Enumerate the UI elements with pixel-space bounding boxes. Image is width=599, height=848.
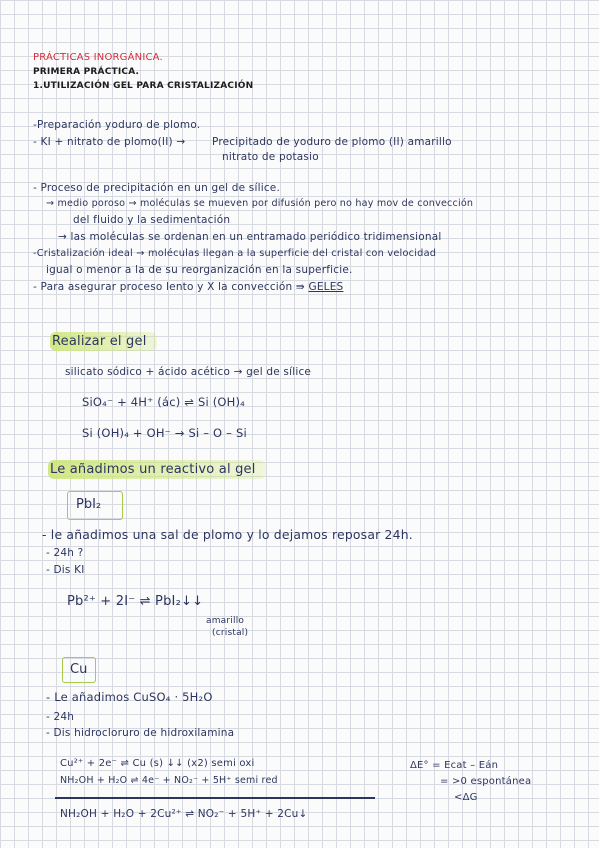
prep-line-2: - KI + nitrato de plomo(II) → bbox=[33, 136, 186, 148]
reactivo-line-2: - 24h ? bbox=[46, 547, 84, 559]
reactivo-heading bbox=[48, 462, 266, 477]
proceso-line-2: → medio poroso → moléculas se mueven por difusión pero no hay mov de convección bbox=[46, 198, 474, 209]
cobre-side-1: ΔE° = Ecat – Eán bbox=[410, 760, 499, 771]
pbi2-label: PbI₂ bbox=[76, 497, 102, 512]
reactivo-heading-text: Le añadimos un reactivo al gel bbox=[48, 460, 266, 479]
geles-keyword: GELES bbox=[308, 281, 344, 293]
cu-box bbox=[62, 657, 96, 683]
gel-equation-1: SiO₄⁻ + 4H⁺ (ác) ⇌ Si (OH)₄ bbox=[82, 395, 245, 409]
pbi2-box bbox=[67, 491, 123, 520]
proceso-line-4: → las moléculas se ordenan en un entramado periódico tridimensional bbox=[58, 231, 442, 243]
gel-heading-text: Realizar el gel bbox=[50, 332, 157, 351]
prep-product-2: nitrato de potasio bbox=[222, 151, 319, 163]
page-title: PRÁCTICAS INORGÁNICA. bbox=[33, 52, 163, 63]
reactivo-line-3: - Dis KI bbox=[46, 564, 85, 576]
proceso-line-5: -Cristalización ideal → moléculas llegan a la superficie del cristal con velocidad bbox=[33, 248, 437, 259]
reactivo-equation: Pb²⁺ + 2I⁻ ⇌ PbI₂↓↓ bbox=[67, 594, 204, 609]
proceso-line-6: igual o menor a la de su reorganización en la superficie. bbox=[46, 264, 353, 276]
prep-product-1: Precipitado de yoduro de plomo (II) amarillo bbox=[212, 136, 452, 148]
cobre-line-1: - Le añadimos CuSO₄ · 5H₂O bbox=[46, 690, 213, 704]
proceso-line-3: del fluido y la sedimentación bbox=[73, 214, 231, 226]
prep-line-1: -Preparación yoduro de plomo. bbox=[33, 119, 201, 131]
cobre-equation-3: NH₂OH + H₂O + 2Cu²⁺ ⇌ NO₂⁻ + 5H⁺ + 2Cu↓ bbox=[60, 808, 308, 820]
cobre-line-3: - Dis hidrocloruro de hidroxilamina bbox=[46, 727, 235, 739]
reactivo-note-1: amarillo bbox=[206, 616, 245, 626]
cobre-side-2: = >0 espontánea bbox=[440, 776, 532, 787]
equation-divider bbox=[55, 797, 375, 799]
cobre-equation-2: NH₂OH + H₂O ⇌ 4e⁻ + NO₂⁻ + 5H⁺ semi red bbox=[60, 775, 278, 786]
cobre-side-3: <ΔG bbox=[454, 792, 478, 803]
gel-equation-2: Si (OH)₄ + OH⁻ → Si – O – Si bbox=[82, 426, 247, 440]
proceso-line-7 bbox=[33, 281, 343, 293]
cu-label: Cu bbox=[70, 662, 88, 677]
reactivo-note-2: (cristal) bbox=[212, 628, 249, 638]
gel-line-1: silicato sódico + ácido acético → gel de sílice bbox=[65, 366, 312, 378]
reactivo-line-1: - le añadimos una sal de plomo y lo dejamos reposar 24h. bbox=[42, 527, 413, 542]
gel-heading bbox=[50, 334, 157, 349]
cobre-line-2: - 24h bbox=[46, 711, 75, 723]
practice-subtitle: PRIMERA PRÁCTICA. bbox=[33, 67, 140, 77]
cobre-equation-1: Cu²⁺ + 2e⁻ ⇌ Cu (s) ↓↓ (x2) semi oxi bbox=[60, 758, 255, 769]
proceso-line-1: - Proceso de precipitación en un gel de sílice. bbox=[33, 182, 280, 194]
section-heading: 1.UTILIZACIÓN GEL PARA CRISTALIZACIÓN bbox=[33, 81, 254, 91]
proceso-line-7-text: - Para asegurar proceso lento y X la convección ⇛ bbox=[33, 281, 305, 293]
